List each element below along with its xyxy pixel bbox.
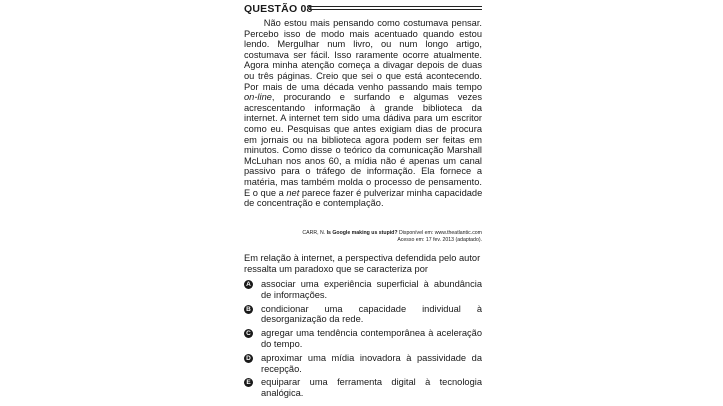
passage-line-text: costumava ser fácil. Isso raramente ocorre atualmente. [244, 49, 482, 60]
passage-line-text: parece fazer é pulverizar minha capacidade [299, 187, 482, 198]
passage-line-text: lendo. Mergulhar num livro, ou num longo artigo, [244, 39, 482, 50]
passage-line-text: passivo para o tráfego de informação. Ela fornece a [244, 166, 482, 177]
passage-line [244, 60, 482, 71]
option-e[interactable] [244, 377, 482, 401]
passage-line [244, 82, 482, 93]
question-header [244, 3, 482, 16]
option-line: condicionar uma capacidade individual à [261, 303, 482, 314]
option-line: associar uma experiência superficial à abundância [261, 279, 482, 289]
passage-line-text: Não estou mais pensando como costumava pensar. [244, 18, 482, 28]
passage-line [244, 29, 482, 40]
option-b[interactable] [244, 304, 482, 328]
stem-line: Em relação à internet, a perspectiva defendida pelo autor [244, 253, 481, 263]
option-letter-badge: C [244, 329, 253, 338]
passage-line-text: em jornais ou na biblioteca agora podem ser feitas em [244, 134, 482, 145]
passage-line [244, 103, 482, 114]
option-line: recepção. [261, 363, 302, 374]
passage-line-text: internet. A internet tem sido uma dádiva para um escritor [244, 113, 482, 124]
passage-line [244, 156, 482, 167]
option-line: desorganização da rede. [261, 314, 364, 325]
option-text [261, 377, 482, 399]
passage-line-text: McLuhan nos anos 60, a mídia não é apenas um canal [244, 155, 482, 166]
option-text [261, 304, 482, 326]
option-c[interactable] [244, 328, 482, 352]
stem-line: ressalta um paradoxo que se caracteriza por [244, 263, 428, 274]
option-text [261, 279, 482, 301]
option-letter-badge: B [244, 305, 253, 314]
passage-line-text: E o que a [244, 187, 287, 198]
answer-options [244, 279, 482, 402]
option-text [261, 328, 482, 350]
option-text [261, 353, 482, 375]
passage-line [244, 71, 482, 82]
passage-line-text: Agora minha atenção começa a divagar depois de duas [244, 60, 482, 71]
option-line: aproximar uma mídia inovadora à passividade da [261, 352, 482, 363]
option-letter-badge: E [244, 378, 253, 387]
passage-italic-word: net [286, 187, 300, 198]
passage-line [244, 166, 482, 177]
passage-text [244, 18, 482, 209]
source-author: CARR, N. [302, 230, 327, 236]
passage-line-text: ou três páginas. Creio que sei o que está acontecendo. [244, 70, 482, 81]
passage-line [244, 39, 482, 50]
option-line: do tempo. [261, 338, 303, 349]
passage-line-text: Percebo isso de modo mais acentuado quando estou [244, 28, 482, 39]
question-page [244, 0, 482, 406]
passage-line [244, 113, 482, 124]
passage-line-text: , procurando e surfando e algumas vezes [271, 92, 482, 103]
passage-line [244, 18, 482, 29]
passage-line-text: matéria, mas também molda o processo de pensamento. [244, 176, 482, 187]
option-d[interactable] [244, 353, 482, 377]
passage-italic-word: on-line [244, 92, 272, 103]
passage-line [244, 145, 482, 156]
option-a[interactable] [244, 279, 482, 303]
option-line: equiparar uma ferramenta digital à tecnologia [261, 377, 482, 388]
question-stem [244, 253, 482, 275]
passage-line [244, 124, 482, 135]
passage-line-text: Por mais de uma década venho passando mais tempo [244, 81, 482, 92]
passage-line-text: de concentração e contemplação. [244, 198, 384, 209]
option-line: agregar uma tendência contemporânea à aceleração [261, 328, 482, 339]
passage-line [244, 50, 482, 61]
passage-line-text: acrescentando informação à grande biblioteca da [244, 102, 482, 113]
source-citation [244, 230, 482, 244]
header-double-rule [309, 6, 482, 10]
option-letter-badge: A [244, 280, 253, 289]
passage-line [244, 188, 482, 199]
source-availability: Disponível em: www.theatlantic.com [397, 230, 482, 236]
source-line-1 [244, 230, 482, 237]
option-letter-badge: D [244, 354, 253, 363]
option-line: de informações. [261, 289, 328, 300]
passage-line [244, 198, 482, 209]
passage-line [244, 135, 482, 146]
passage-line-text: minutos. Como disse o teórico da comunicação Marshall [244, 145, 482, 156]
source-title: Is Google making us stupid? [326, 230, 398, 236]
passage-line [244, 177, 482, 188]
source-line-2: Acesso em: 17 fev. 2013 (adaptado). [397, 237, 482, 243]
option-line: analógica. [261, 388, 304, 399]
passage-line-text: como eu. Pesquisas que antes exigiam dias de procura [244, 123, 482, 134]
question-title: QUESTÃO 08 [244, 3, 313, 15]
passage-line [244, 92, 482, 103]
